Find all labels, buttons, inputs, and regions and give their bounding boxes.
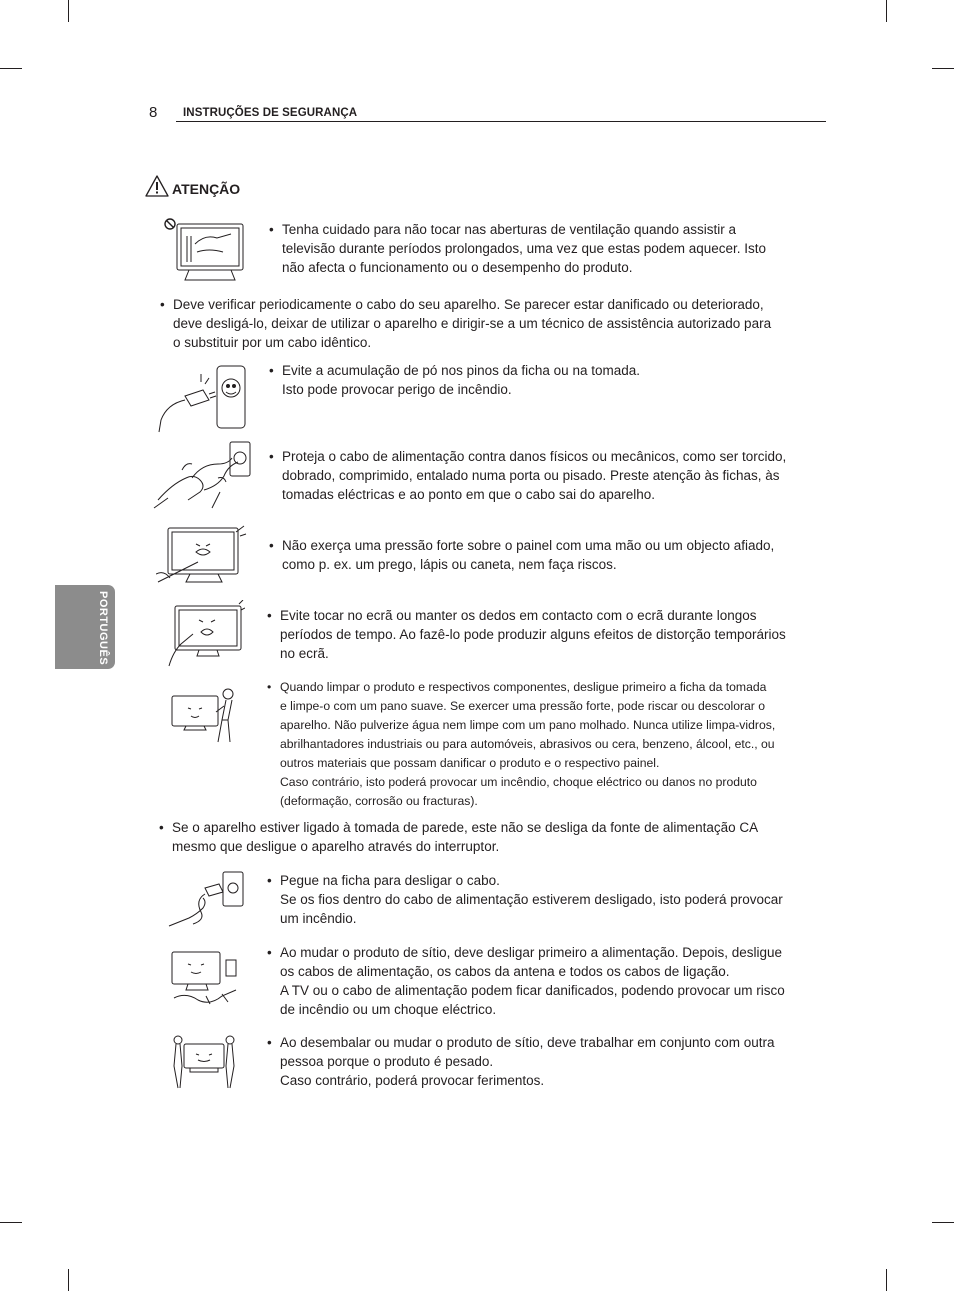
list-item: • Deve verificar periodicamente o cabo do seu aparelho. Se parecer estar danificado ou deteriorado, deve desligá-lo, deixar de utilizar o aparelho e dirigir-se a um técnico de assistência autorizado para o substituir por um cabo idêntico. (160, 297, 772, 350)
item-line: Ao desembalar ou mudar o produto de sítio, deve trabalhar em conjunto com outra (280, 1035, 775, 1050)
item-line: outros materiais que possam danificar o produto e o respectivo painel. (280, 756, 660, 770)
item-line: Se os fios dentro do cabo de alimentação estiverem desligado, isto poderá provocar (280, 892, 783, 907)
item-line: pessoa porque o produto é pesado. (280, 1054, 494, 1069)
item-line: Deve verificar periodicamente o cabo do seu aparelho. Se parecer estar danificado ou deteriorado, (173, 297, 764, 312)
crop-mark (886, 0, 887, 22)
language-tab-label: PORTUGUÊS (97, 591, 109, 666)
item-line: Caso contrário, poderá provocar ferimentos. (280, 1073, 545, 1088)
item-line: não afecta o funcionamento ou o desempenho do produto. (282, 260, 633, 275)
item-line: Quando limpar o produto e respectivos componentes, desligue primeiro a ficha da tomada (280, 680, 767, 694)
vent-warning-illustration (163, 216, 248, 284)
item-line: (deformação, corrosão ou fracturas). (280, 794, 478, 808)
language-tab (55, 585, 115, 669)
item-line: Tenha cuidado para não tocar nas aberturas de ventilação quando assistir a (282, 222, 737, 237)
item-line: televisão durante períodos prolongados, uma vez que estas podem aquecer. Isto (282, 241, 767, 256)
item-line: abrilhantadores industriais ou para automóveis, abrasivos ou cera, benzeno, álcool, etc., ou (280, 737, 775, 751)
list-item: • Se o aparelho estiver ligado à tomada de parede, este não se desliga da fonte de alimentação CA mesmo que desligue o aparelho através do interruptor. (159, 820, 759, 854)
page-number: 8 (149, 104, 158, 121)
item-line: Ao mudar o produto de sítio, deve desligar primeiro a alimentação. Depois, desligue (280, 945, 783, 960)
item-line: Pegue na ficha para desligar o cabo. (280, 873, 500, 888)
crop-mark (68, 1269, 69, 1291)
item-line: mesmo que desligue o aparelho através do interruptor. (172, 839, 500, 854)
item-line: Evite tocar no ecrã ou manter os dedos em contacto com o ecrã durante longos (280, 608, 757, 623)
item-line: aparelho. Não pulverize água nem limpe com um pano molhado. Nunca utilize limpa-vidros, (280, 718, 776, 732)
cables-disconnect-illustration (166, 946, 242, 1008)
item-line: um incêndio. (280, 911, 357, 926)
warning-triangle-icon (145, 175, 169, 202)
section-title: INSTRUÇÕES DE SEGURANÇA (183, 107, 358, 119)
crop-mark (886, 1269, 887, 1291)
unplug-illustration (165, 868, 245, 930)
item-line: como p. ex. um prego, lápis ou caneta, nem faça riscos. (282, 557, 617, 572)
panel-pressure-illustration (156, 522, 248, 588)
item-line: A TV ou o cabo de alimentação podem ficar danificados, podendo provocar um risco (280, 983, 785, 998)
item-line: os cabos de alimentação, os cabos da antena e todos os cabos de ligação. (280, 964, 730, 979)
crop-mark (0, 68, 22, 69)
list-item: • Não exerça uma pressão forte sobre o painel com uma mão ou um objecto afiado, como p. ex. um prego, lápis ou caneta, nem faça riscos. (269, 538, 775, 572)
item-line: dobrado, comprimido, entalado numa porta ou pisado. Preste atenção às fichas, às (282, 468, 780, 483)
item-line: o substituir por um cabo idêntico. (173, 335, 372, 350)
list-item: • Quando limpar o produto e respectivos componentes, desligue primeiro a ficha da tomada e limpe-o com um pano suave. Se exercer uma pressão forte, pode riscar ou descolorar o aparelho. Não pulverize água nem limpe com um pano molhado. Nunca utilize limpa-vidros, abrilhantadores industriais ou para automóveis, abrasivos ou cera, benzeno, álcool, etc., ou outros materiais que possam danificar o produto e o respectivo painel. Caso contrário, isto poderá provocar um incêndio, choque eléctrico ou danos no produto (deformação, corrosão ou fracturas). (267, 678, 775, 811)
item-line: Caso contrário, isto poderá provocar um incêndio, choque eléctrico ou danos no produto (280, 775, 757, 789)
list-item: • Pegue na ficha para desligar o cabo. Se os fios dentro do cabo de alimentação estiverem desligado, isto poderá provocar um incêndio. (267, 873, 783, 926)
two-person-lift-illustration (168, 1034, 240, 1090)
crop-mark (0, 1222, 22, 1223)
crop-mark (932, 68, 954, 69)
item-line: e limpe-o com um pano suave. Se exercer uma pressão forte, pode riscar ou descolorar o (280, 699, 766, 713)
screen-touch-illustration (163, 600, 245, 670)
item-line: tomadas eléctricas e ao ponto em que o cabo sai do aparelho. (282, 487, 655, 502)
item-line: no ecrã. (280, 646, 329, 661)
item-line: Não exerça uma pressão forte sobre o painel com uma mão ou um objecto afiado, (282, 538, 775, 553)
crop-mark (68, 0, 69, 22)
header-rule (176, 121, 826, 122)
cleaning-illustration (168, 686, 240, 746)
plug-socket-illustration (155, 362, 250, 434)
list-item: • Ao mudar o produto de sítio, deve desligar primeiro a alimentação. Depois, desligue os cabos de alimentação, os cabos da antena e todos os cabos de ligação. A TV ou o cabo de alimentação podem ficar danificados, podendo provocar um risco de incêndio ou um choque eléctrico. (267, 945, 785, 1017)
caution-label: ATENÇÃO (172, 181, 241, 197)
list-item: • Tenha cuidado para não tocar nas aberturas de ventilação quando assistir a televisão durante períodos prolongados, uma vez que estas podem aquecer. Isto não afecta o funcionamento ou o desempenho do produto. (269, 222, 767, 275)
list-item: • Evite tocar no ecrã ou manter os dedos em contacto com o ecrã durante longos períodos de tempo. Ao fazê-lo pode produzir alguns efeitos de distorção temporários no ecrã. (267, 608, 786, 661)
item-line: períodos de tempo. Ao fazê-lo pode produzir alguns efeitos de distorção temporários (280, 627, 786, 642)
crop-mark (932, 1222, 954, 1223)
list-item: • Evite a acumulação de pó nos pinos da ficha ou na tomada. Isto pode provocar perigo de incêndio. (269, 363, 640, 397)
item-line: Se o aparelho estiver ligado à tomada de parede, este não se desliga da fonte de alimentação CA (172, 820, 759, 835)
item-line: Proteja o cabo de alimentação contra danos físicos ou mecânicos, como ser torcido, (282, 449, 787, 464)
item-line: deve desligá-lo, deixar de utilizar o aparelho e dirigir-se a um técnico de assistência autorizado para (173, 316, 772, 331)
cable-damage-illustration (152, 438, 252, 512)
list-item: • Ao desembalar ou mudar o produto de sítio, deve trabalhar em conjunto com outra pessoa porque o produto é pesado. Caso contrário, poderá provocar ferimentos. (267, 1035, 775, 1088)
list-item: • Proteja o cabo de alimentação contra danos físicos ou mecânicos, como ser torcido, dobrado, comprimido, entalado numa porta ou pisado. Preste atenção às fichas, às tomadas eléctricas e ao ponto em que o cabo sai do aparelho. (269, 449, 787, 502)
item-line: Isto pode provocar perigo de incêndio. (282, 382, 512, 397)
item-line: de incêndio ou um choque eléctrico. (280, 1002, 497, 1017)
item-line: Evite a acumulação de pó nos pinos da ficha ou na tomada. (282, 363, 640, 378)
